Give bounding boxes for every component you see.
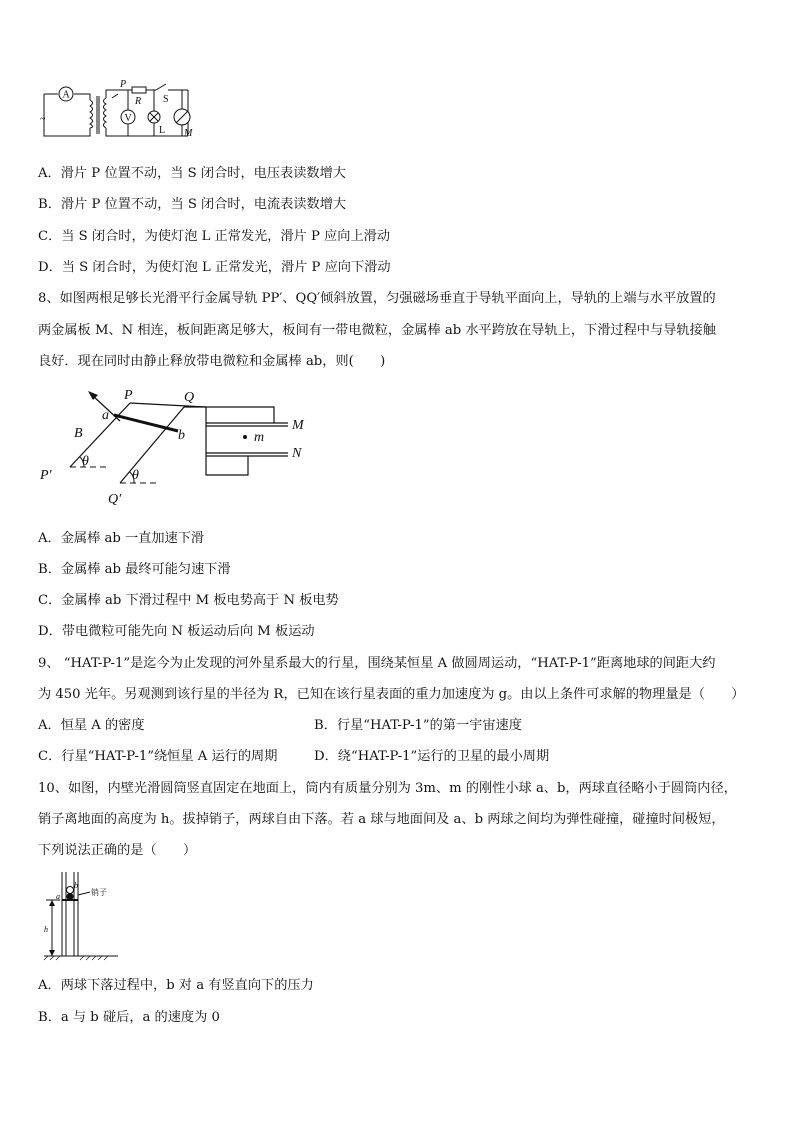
switch-s-label: S bbox=[163, 94, 169, 105]
resistor-r-label: R bbox=[135, 96, 142, 107]
q9-stem-line1: 9、 “HAT-P-1”是迄今为止发现的河外星系最大的行星，围绕某恒星 A 做圆周运动，“HAT-P-1”距离地球的间距大约 bbox=[38, 656, 716, 671]
q7-option-c: C．当 S 闭合时，为使灯泡 L 正常发光，滑片 P 应向上滑动 bbox=[38, 229, 391, 244]
q7-option-d: D．当 S 闭合时，为使灯泡 L 正常发光，滑片 P 应向下滑动 bbox=[38, 260, 391, 275]
q9-option-d: D．绕“HAT-P-1”运行的卫星的最小周期 bbox=[314, 749, 550, 764]
q8-option-b: B．金属棒 ab 最终可能匀速下滑 bbox=[38, 562, 231, 577]
label-a: a bbox=[102, 408, 109, 423]
label-theta-1: θ bbox=[82, 454, 89, 469]
label-q-prime: Q′ bbox=[108, 492, 122, 507]
q7-option-b: B．滑片 P 位置不动，当 S 闭合时，电流表读数增大 bbox=[38, 197, 347, 212]
q8-stem-line1: 8、如图两根足够长光滑平行金属导轨 PP′、QQ′倾斜放置，匀强磁场垂直于导轨平面向上，导轨的上端与水平放置的 bbox=[38, 291, 716, 306]
q10-stem-line2: 销子离地面的高度为 h。拔掉销子，两球自由下落。若 a 球与地面间及 a、b 两球之间均为弹性碰撞，碰撞时间极短， bbox=[38, 812, 725, 827]
label-plate-n: N bbox=[292, 446, 302, 461]
lamp-l-label: L bbox=[159, 125, 166, 136]
label-magnetic-field-b: B bbox=[74, 426, 83, 441]
q10-option-b: B．a 与 b 碰后，a 的速度为 0 bbox=[38, 1010, 220, 1025]
ammeter-label: A bbox=[62, 89, 70, 101]
q7-option-a: A．滑片 P 位置不动，当 S 闭合时，电压表读数增大 bbox=[38, 166, 346, 181]
label-p-prime: P′ bbox=[40, 468, 52, 483]
q10-option-a: A．两球下落过程中，b 对 a 有竖直向下的压力 bbox=[38, 978, 314, 993]
q9-option-a: A．恒星 A 的密度 bbox=[38, 718, 145, 733]
label-particle-m: m bbox=[254, 430, 265, 445]
voltmeter-label: V bbox=[124, 113, 132, 124]
label-plate-m: M bbox=[292, 418, 304, 433]
slider-p-label: P bbox=[120, 80, 127, 90]
q8-option-a: A．金属棒 ab 一直加速下滑 bbox=[38, 531, 205, 546]
tube-balls-figure bbox=[38, 868, 128, 964]
inclined-rails-figure bbox=[38, 385, 328, 510]
ball-b-label: b bbox=[74, 881, 78, 890]
ac-source-label: ~ bbox=[40, 114, 46, 125]
label-p: P bbox=[124, 388, 133, 403]
pin-label: 销子 bbox=[91, 888, 107, 897]
ball-a-label: a bbox=[56, 892, 60, 901]
transformer-circuit-figure bbox=[38, 80, 198, 142]
label-theta-2: θ bbox=[132, 468, 139, 483]
q9-option-b: B．行星“HAT-P-1”的第一宇宙速度 bbox=[314, 718, 522, 733]
q8-stem-line3: 良好．现在同时由静止释放带电微粒和金属棒 ab，则( ) bbox=[38, 354, 386, 369]
label-b: b bbox=[178, 428, 185, 443]
q8-option-c: C．金属棒 ab 下滑过程中 M 板电势高于 N 板电势 bbox=[38, 593, 339, 608]
q10-stem-line1: 10、如图，内壁光滑圆筒竖直固定在地面上，筒内有质量分别为 3m、m 的刚性小球 a、b，两球直径略小于圆筒内径， bbox=[38, 781, 737, 796]
height-h-label: h bbox=[44, 925, 48, 934]
label-q: Q bbox=[184, 390, 195, 405]
q10-stem-line3: 下列说法正确的是（ ） bbox=[38, 843, 197, 858]
q8-option-d: D．带电微粒可能先向 N 板运动后向 M 板运动 bbox=[38, 624, 315, 639]
q9-stem-line2: 为 450 光年。另观测到该行星的半径为 R，已知在该行星表面的重力加速度为 g。由以上条件可求解的物理量是（ ） bbox=[38, 687, 745, 702]
q8-stem-line2: 两金属板 M、N 相连，板间距离足够大，板间有一带电微粒，金属棒 ab 水平跨放在导轨上，下滑过程中与导轨接触 bbox=[38, 323, 716, 338]
motor-m-label: M bbox=[184, 128, 193, 139]
q9-option-c: C．行星“HAT-P-1”绕恒星 A 运行的周期 bbox=[38, 749, 278, 764]
